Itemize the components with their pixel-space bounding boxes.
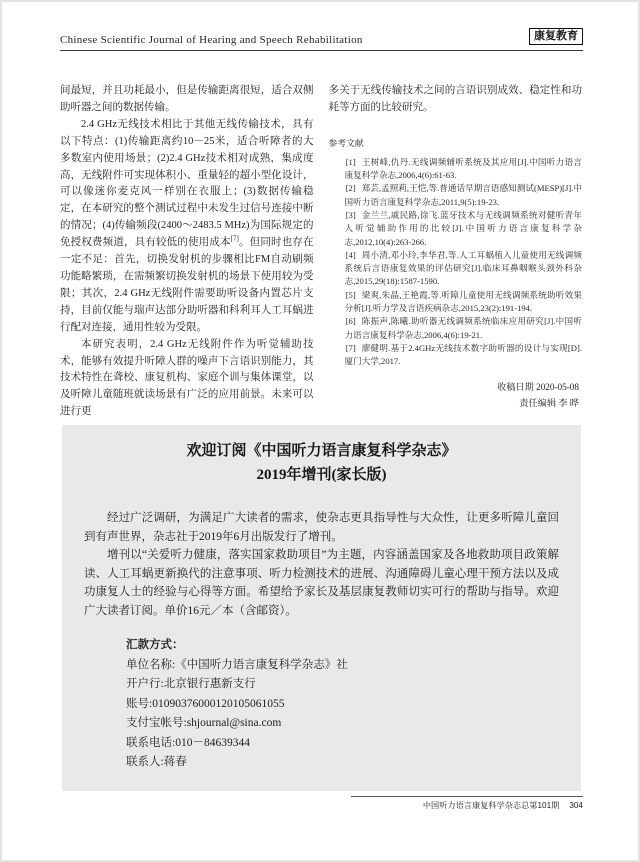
reference-number: [3] <box>345 209 356 220</box>
reference-text: 廖健明.基于2.4GHz无线技术数字助听器的设计与实现[D].厦门大学,2017. <box>344 342 582 367</box>
journal-english-title: Chinese Scientific Journal of Hearing and Speech Rehabilitation <box>60 34 363 46</box>
reference-text: 金兰兰,戚民路,徐飞.蓝牙技术与无线调频系统对健听青年人听觉辅助作用的比较[J].中国听力语言康复科学杂志,2012,10(4):263-266. <box>344 209 582 247</box>
page-footer <box>351 796 583 811</box>
remittance-heading: 汇款方式： <box>126 639 184 651</box>
footer-journal-issue: 中国听力语言康复科学杂志总第101期 <box>422 801 560 810</box>
reference-item <box>329 289 583 316</box>
references-heading: 参考文献 <box>328 137 364 148</box>
notice-paragraph-1: 经过广泛调研，为满足广大读者的需求，使杂志更具指导性与大众性，让更多听障儿童回到有声世界，杂志社于2019年6月出版发行了增刊。 <box>84 512 559 543</box>
remittance-line-alipay: 支付宝帐号:shjournal@sina.com <box>126 717 282 729</box>
paragraph-continuation: 多关于无线传输技术之间的言语识别成效、稳定性和功耗等方面的比较研究。 <box>328 85 582 113</box>
reference-text: 周小清,邓小玲,李华君,等.人工耳蜗植入儿童使用无线调频系统后言语康复效果的评估研究[J].临床耳鼻咽喉头颈外科杂志,2015,29(18):1587-1590. <box>344 249 582 287</box>
remittance-line-account: 账号:01090376000120105061055 <box>126 697 285 710</box>
article-body <box>60 83 582 421</box>
reference-item <box>329 342 583 369</box>
article-column-left <box>60 83 314 421</box>
reference-item <box>329 182 583 209</box>
subscription-notice-box <box>62 425 581 791</box>
received-date: 收稿日期 2020-05-08 <box>497 382 579 393</box>
reference-text: 陈振声,陈曦.助听器无线调频系统临床应用研究[J].中国听力语言康复科学杂志,2006,4(6):19-21. <box>344 316 582 340</box>
reference-number: [4] <box>345 249 356 260</box>
paragraph-features <box>60 117 314 337</box>
paragraph-conclusion: 本研究表明，2.4 GHz无线附件作为听觉辅助技术，能够有效提升听障人群的噪声下言语识别能力，其技术特性在聋校、康复机构、家庭个训与集体课堂，以及听障儿童随班就读场景有广泛的应用前景。未来可以进行更 <box>60 338 314 418</box>
remittance-line-bank: 开户行:北京银行惠新支行 <box>126 678 256 690</box>
reference-number: [6] <box>345 316 356 327</box>
notice-title <box>84 439 559 487</box>
notice-title-line1: 欢迎订阅《中国听力语言康复科学杂志》 <box>186 443 457 459</box>
article-column-right <box>329 83 583 421</box>
notice-body <box>84 509 559 620</box>
section-badge: 康复教育 <box>529 28 583 45</box>
references-list <box>329 156 583 369</box>
page-header <box>60 28 583 51</box>
reference-item <box>329 249 583 289</box>
remittance-line-contact: 联系人:蒋春 <box>126 756 187 768</box>
reference-item <box>329 315 583 342</box>
notice-paragraph-2: 增刊以“关爱听力健康，落实国家救助项目”为主题，内容涵盖国家及各地救助项目政策解读、人工耳蜗更新换代的注意事项、听力检测技术的进展、沟通障碍儿童心理干预方法以及成功康复人士的经验与心得等方面。希望给予家长及基层康复教师切实可行的帮助与指导。欢迎广大读者订阅。单价16元／本（含邮资）。 <box>84 549 559 617</box>
reference-item <box>329 156 583 183</box>
reference-number: [5] <box>345 289 356 300</box>
manuscript-info <box>329 379 583 411</box>
reference-item <box>329 209 583 249</box>
paragraph-continuation: 间最短，并且功耗最小，但是传输距离很短，适合双侧助听器之间的数据传输。 <box>60 85 314 113</box>
paragraph-features-text2: 。但同时也存在一定不足：首先，切换发射机的步骤相比FM自动刷频功能略繁琐，在需频繁切换发射机的场景下使用较为受限；其次，2.4 GHz无线附件需要助听设备内置芯片支持，目前仅能与瑞声达部分助听器和科利耳人工耳蜗进行配对连接，通用性较为受限。 <box>60 237 314 333</box>
managing-editor: 责任编辑 李 晔 <box>519 398 579 409</box>
remittance-line-unit-name: 单位名称:《中国听力语言康复科学杂志》社 <box>126 658 348 671</box>
reference-text: 梁爽,朱晶,王艳霞,等.听障儿童使用无线调频系统助听效果分析[J].听力学及言语疾病杂志,2015,23(2):191-194. <box>344 289 582 313</box>
citation-superscript: [7] <box>230 234 239 243</box>
remittance-block <box>126 636 559 773</box>
reference-number: [2] <box>345 183 356 194</box>
reference-number: [1] <box>345 156 356 167</box>
reference-text: 王树峰,仇丹.无线调频辅听系统及其应用[J].中国听力语言康复科学杂志,2006,4(6):61-63. <box>344 156 582 181</box>
page-number: 304 <box>569 801 583 810</box>
paragraph-features-text: 2.4 GHz无线技术相比于其他无线传输技术，具有以下特点：(1)传输距离约10－25米，适合听障者的大多数室内使用场景；(2)2.4 GHz技术相对成熟，集成度高，无线附件可实现体积小、重量轻的超小型化设计，可以像迷你麦克风一样别在衣服上；(3)数据传输稳定，在本研究的整个测试过程中未发生过信号连接中断的情况；(4)传输频段(2400～2483.5 MHz)为国际规定的免授权费频道，具有较低的使用成本 <box>60 118 314 249</box>
reference-text: 郑芸,孟照莉,王恺,等.普通话早期言语感知测试(MESP)[J].中国听力语言康复科学杂志,2011,9(5):19-23. <box>344 183 582 207</box>
reference-number: [7] <box>345 342 356 353</box>
notice-title-line2: 2019年增刊(家长版) <box>256 467 387 483</box>
remittance-line-phone: 联系电话:010－84639344 <box>126 736 250 749</box>
